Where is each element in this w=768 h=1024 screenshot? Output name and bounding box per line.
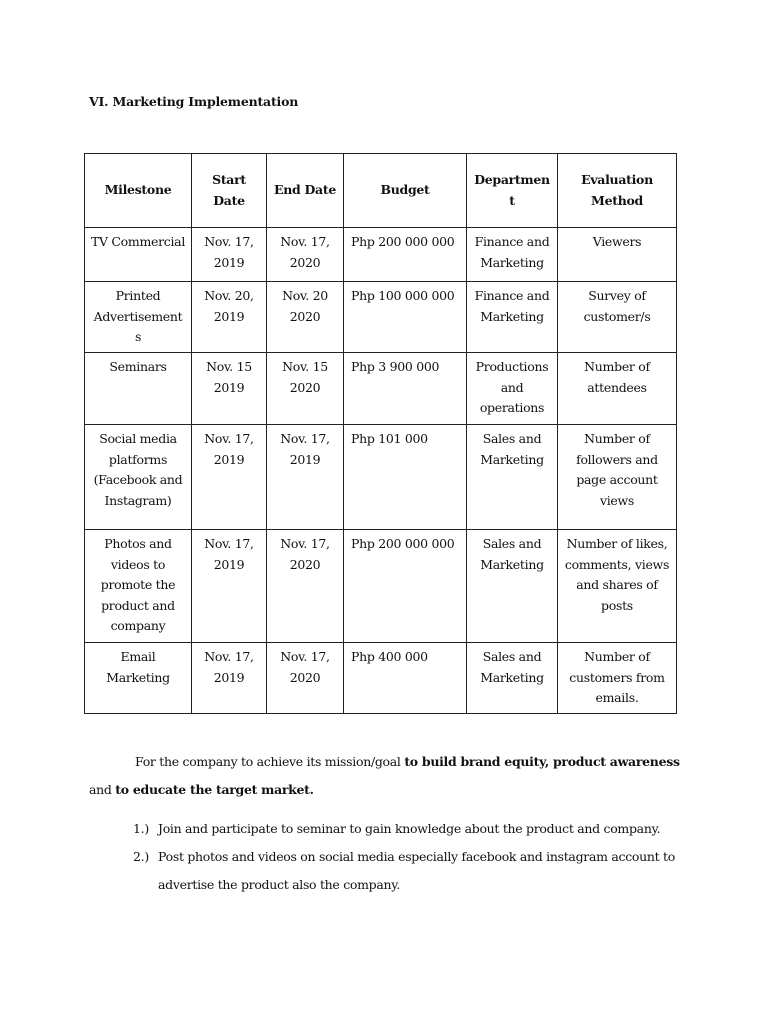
cell-start-date: Nov. 17, 2019 bbox=[192, 228, 267, 282]
table-row bbox=[85, 425, 677, 530]
cell-milestone: Email Marketing bbox=[85, 643, 192, 714]
goal-bold-text-1: to build brand equity, product awareness bbox=[404, 754, 680, 769]
goal-bold-text-2: to educate the target market. bbox=[115, 782, 314, 797]
cell-evaluation: Viewers bbox=[558, 228, 677, 282]
cell-evaluation: Number of customers from emails. bbox=[558, 643, 677, 714]
list-item-number: 2.) bbox=[133, 849, 149, 864]
cell-start-date: Nov. 17, 2019 bbox=[192, 643, 267, 714]
cell-evaluation: Number of attendees bbox=[558, 353, 677, 425]
cell-department: Finance and Marketing bbox=[467, 228, 558, 282]
list-item bbox=[133, 843, 693, 899]
list-item bbox=[133, 815, 693, 843]
cell-department: Finance and Marketing bbox=[467, 282, 558, 353]
cell-end-date: Nov. 17, 2020 bbox=[267, 643, 344, 714]
goal-intro-text: For the company to achieve its mission/goal bbox=[135, 754, 405, 769]
cell-evaluation: Number of likes, comments, views and shares of posts bbox=[558, 530, 677, 643]
cell-end-date: Nov. 17, 2020 bbox=[267, 530, 344, 643]
cell-end-date: Nov. 17, 2019 bbox=[267, 425, 344, 530]
cell-department: Productions and operations bbox=[467, 353, 558, 425]
cell-department: Sales and Marketing bbox=[467, 425, 558, 530]
goal-mid-text: and bbox=[89, 782, 116, 797]
list-item-number: 1.) bbox=[133, 821, 149, 836]
cell-end-date: Nov. 15 2020 bbox=[267, 353, 344, 425]
header-department: Departmen t bbox=[467, 154, 558, 228]
cell-department: Sales and Marketing bbox=[467, 530, 558, 643]
cell-milestone: TV Commercial bbox=[85, 228, 192, 282]
table-row bbox=[85, 228, 677, 282]
header-evaluation-method: Evaluation Method bbox=[558, 154, 677, 228]
list-item-text: Post photos and videos on social media especially facebook and instagram account to advertise the product also the company. bbox=[158, 849, 675, 892]
cell-end-date: Nov. 17, 2020 bbox=[267, 228, 344, 282]
cell-department: Sales and Marketing bbox=[467, 643, 558, 714]
cell-evaluation: Survey of customer/s bbox=[558, 282, 677, 353]
cell-milestone: Photos and videos to promote the product and company bbox=[85, 530, 192, 643]
cell-budget: Php 200 000 000 bbox=[344, 228, 467, 282]
table-header-row bbox=[85, 154, 677, 228]
cell-budget: Php 400 000 bbox=[344, 643, 467, 714]
cell-end-date: Nov. 20 2020 bbox=[267, 282, 344, 353]
cell-start-date: Nov. 17, 2019 bbox=[192, 425, 267, 530]
cell-budget: Php 101 000 bbox=[344, 425, 467, 530]
table-row bbox=[85, 353, 677, 425]
table-row bbox=[85, 282, 677, 353]
cell-budget: Php 100 000 000 bbox=[344, 282, 467, 353]
header-start-date: Start Date bbox=[192, 154, 267, 228]
cell-start-date: Nov. 20, 2019 bbox=[192, 282, 267, 353]
header-budget: Budget bbox=[344, 154, 467, 228]
cell-milestone: Seminars bbox=[85, 353, 192, 425]
implementation-table bbox=[84, 153, 677, 714]
list-item-text: Join and participate to seminar to gain knowledge about the product and company. bbox=[158, 821, 661, 836]
cell-milestone: Printed Advertisement s bbox=[85, 282, 192, 353]
header-end-date: End Date bbox=[267, 154, 344, 228]
cell-start-date: Nov. 15 2019 bbox=[192, 353, 267, 425]
table-row bbox=[85, 530, 677, 643]
goal-paragraph bbox=[89, 748, 689, 804]
cell-start-date: Nov. 17, 2019 bbox=[192, 530, 267, 643]
cell-milestone: Social media platforms (Facebook and Instagram) bbox=[85, 425, 192, 530]
table-row bbox=[85, 643, 677, 714]
cell-evaluation: Number of followers and page account views bbox=[558, 425, 677, 530]
header-milestone: Milestone bbox=[85, 154, 192, 228]
cell-budget: Php 3 900 000 bbox=[344, 353, 467, 425]
cell-budget: Php 200 000 000 bbox=[344, 530, 467, 643]
section-heading: VI. Marketing Implementation bbox=[89, 94, 299, 109]
